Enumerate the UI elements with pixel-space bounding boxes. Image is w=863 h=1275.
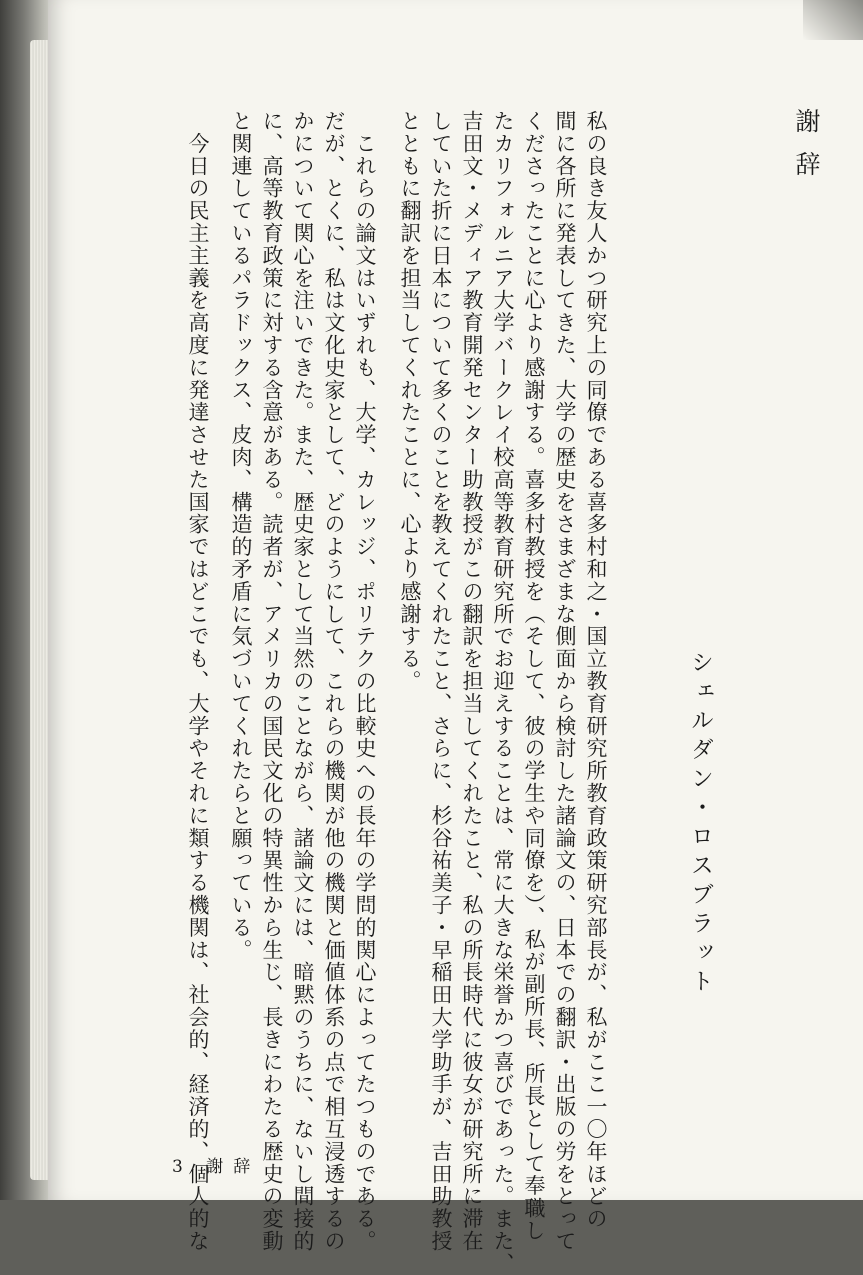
- text-line: 間に各所に発表してきた、大学の歴史をさまざまな側面から検討した諸論文の、日本での翻訳・出版の労をとって: [553, 110, 577, 1253]
- text-line: だが、とくに、私は文化史家として、どのようにして、これらの機関が他の機関と価値体系の点で相互浸透するの: [322, 110, 346, 1253]
- text-line: たカリフォルニア大学バークレイ校高等教育研究所でお迎えすることは、常に大きな栄誉かつ喜びであった。また、: [491, 110, 515, 1275]
- text-line: 吉田文・メディア教育開発センター助教授がこの翻訳を担当してくれたこと、私の所長時代に彼女が研究所に滞在: [460, 110, 484, 1253]
- text-line: と関連しているパラドックス、皮肉、構造的矛盾に気づいてくれたらと願っている。: [229, 110, 253, 962]
- page-corner-shadow: [803, 0, 863, 40]
- page-number: 3: [172, 1157, 183, 1177]
- page-heading: 謝辞: [792, 108, 821, 194]
- page-footer: [172, 1152, 260, 1177]
- text-line: これらの論文はいずれも、大学、カレッジ、ポリテクの比較史への長年の学問的関心によってたつものである。: [353, 110, 377, 1253]
- text-line: とともに翻訳を担当してくれたことに、心より感謝する。: [398, 110, 422, 693]
- author-signature: シェルダン・ロスブラット: [687, 650, 713, 998]
- text-line: していた折に日本について多くのことを教えてくれたこと、さらに、杉谷祐美子・早稲田大学助手が、吉田助教授: [429, 110, 453, 1253]
- running-title: 謝辞: [206, 1157, 261, 1177]
- text-line: くださったことに心より感謝する。喜多村教授を（そして、彼の学生や同僚を）、私が副所長、所長として奉職し: [522, 110, 546, 1242]
- text-line: かについて関心を注いできた。また、歴史家として当然のことながら、諸論文には、暗黙のうちに、ないし間接的: [291, 110, 315, 1253]
- book-page: [48, 0, 863, 1275]
- text-line: 今日の民主主義を高度に発達させた国家ではどこでも、大学やそれに類する機関は、社会的、経済的、個人的な: [186, 110, 210, 1253]
- text-line: 私の良き友人かつ研究上の同僚である喜多村和之・国立教育研究所教育政策研究部長が、私がここ一〇年ほどの: [584, 110, 608, 1230]
- text-line: に、高等教育政策に対する含意がある。読者が、アメリカの国民文化の特異性から生じ、長きにわたる歴史の変動: [260, 110, 284, 1253]
